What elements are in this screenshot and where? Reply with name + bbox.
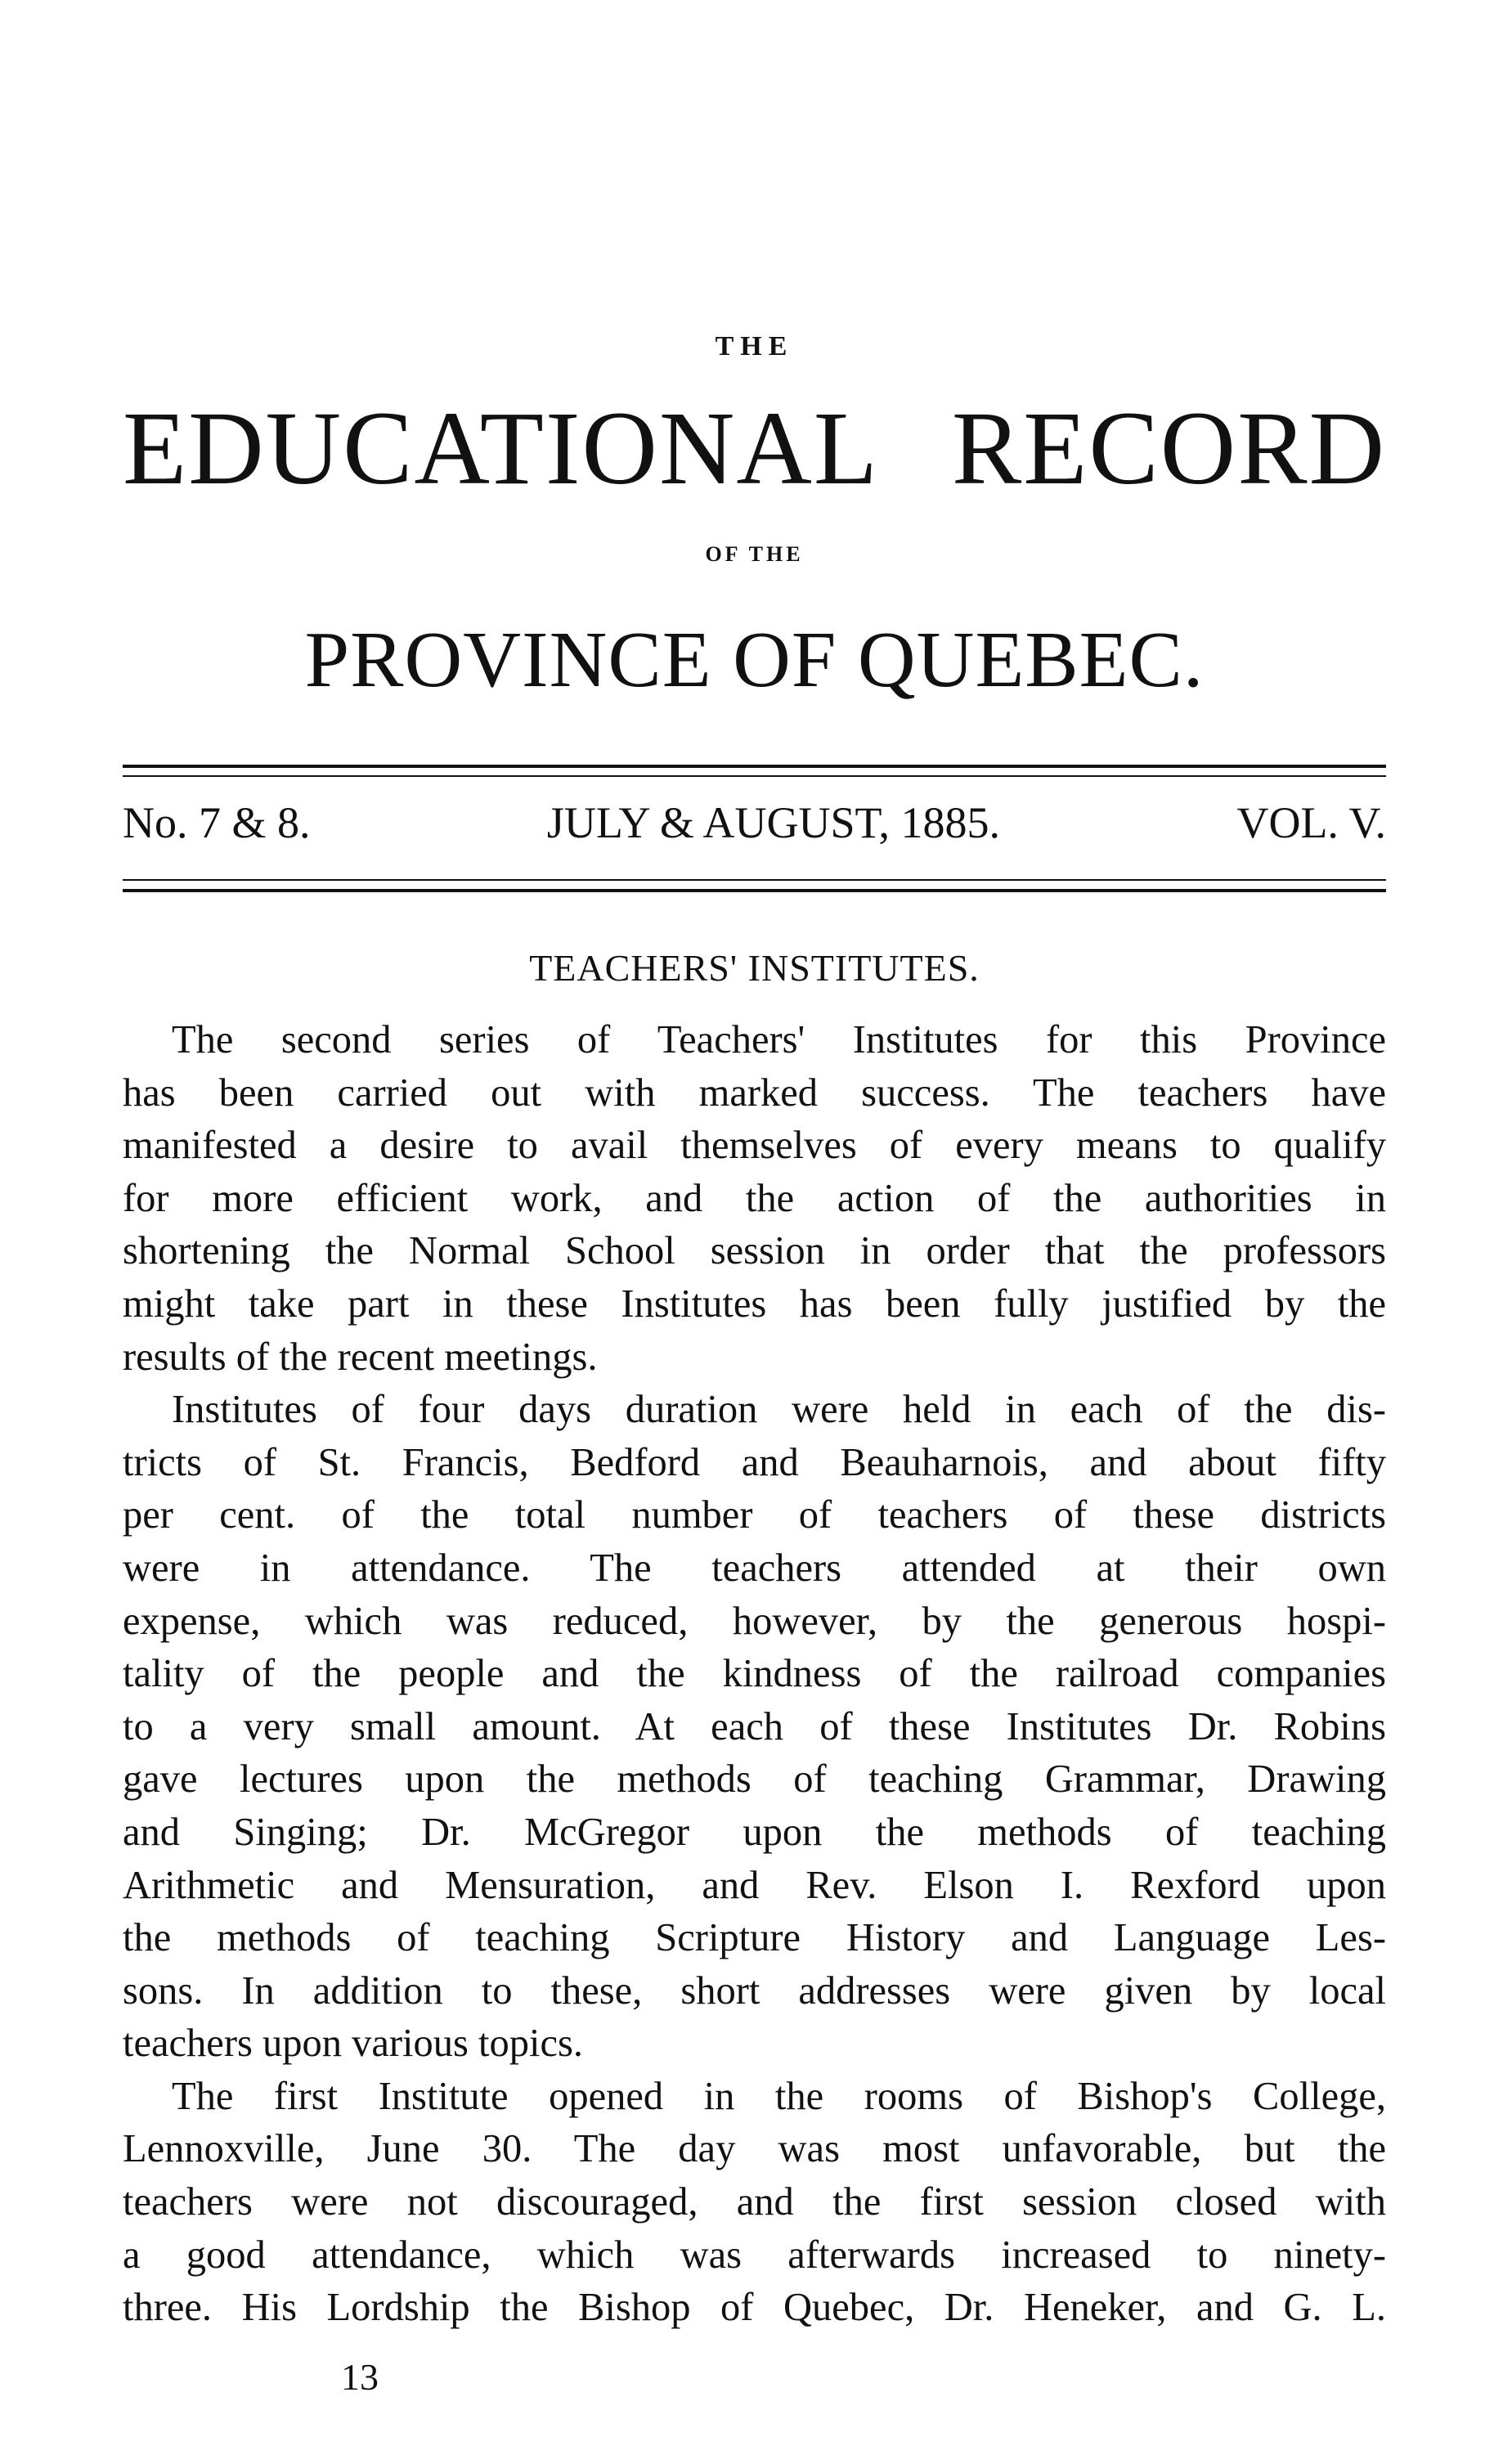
journal-page	[123, 0, 1386, 2464]
masthead-the: THE	[715, 331, 794, 361]
masthead-title-right: RECORD	[951, 390, 1386, 506]
text-line: expense, which was reduced, however, by the generous hospi-	[123, 1599, 1386, 1643]
text-line: The second series of Teachers' Institutes for this Province	[172, 1018, 1386, 1061]
text-line: gave lectures upon the methods of teaching Grammar, Drawing	[123, 1757, 1386, 1802]
text-line: Lennoxville, June 30. The day was most unfavorable, but the	[123, 2127, 1386, 2171]
text-line: a good attendance, which was afterwards increased to ninety-	[123, 2233, 1386, 2277]
masthead-title-left: EDUCATIONAL	[123, 390, 879, 506]
text-line: the methods of teaching Scripture History and Language Les-	[123, 1916, 1386, 1960]
top-rule-thick	[123, 765, 1386, 768]
masthead-title	[123, 390, 1386, 506]
text-line: per cent. of the total number of teachers of these districts	[123, 1493, 1386, 1537]
masthead-province: PROVINCE OF QUEBEC.	[304, 616, 1205, 704]
bottom-rule-thin	[123, 879, 1386, 881]
page-number: 13	[341, 2356, 379, 2398]
text-line: Arithmetic and Mensuration, and Rev. Elson I. Rexford upon	[123, 1863, 1386, 1907]
issue-date: JULY & AUGUST, 1885.	[546, 798, 1001, 847]
top-rule-thin	[123, 775, 1386, 777]
text-line: and Singing; Dr. McGregor upon the methods of teaching	[123, 1810, 1386, 1854]
text-line: were in attendance. The teachers attended at their own	[123, 1546, 1386, 1590]
text-line: tality of the people and the kindness of the railroad companies	[123, 1652, 1386, 1696]
bottom-rule-thick	[123, 889, 1386, 892]
article-title: TEACHERS' INSTITUTES.	[529, 947, 980, 989]
issue-number: No. 7 & 8.	[123, 798, 311, 847]
article-body	[123, 1014, 1386, 2335]
text-line: manifested a desire to avail themselves of every means to qualify	[123, 1124, 1386, 1168]
text-line: sons. In addition to these, short addresses were given by local	[123, 1968, 1386, 2013]
issue-volume: VOL. V.	[1236, 798, 1386, 847]
text-line: shortening the Normal School session in order that the professors	[123, 1229, 1386, 1273]
text-line: for more efficient work, and the action of the authorities in	[123, 1176, 1386, 1220]
text-line: teachers were not discouraged, and the first session closed with	[123, 2180, 1386, 2224]
text-line: results of the recent meetings.	[123, 1335, 598, 1379]
text-line: tricts of St. Francis, Bedford and Beauharnois, and about fifty	[123, 1440, 1386, 1484]
text-line: Institutes of four days duration were held in each of the dis-	[172, 1388, 1386, 1432]
text-line: has been carried out with marked success. The teachers have	[123, 1070, 1386, 1115]
text-line: three. His Lordship the Bishop of Quebec, Dr. Heneker, and G. L.	[123, 2286, 1386, 2330]
issue-line	[123, 797, 1386, 848]
text-line: to a very small amount. At each of these Institutes Dr. Robins	[123, 1704, 1386, 1748]
masthead-of-the: OF THE	[705, 542, 804, 566]
text-line: might take part in these Institutes has been fully justified by the	[123, 1281, 1386, 1326]
text-line: teachers upon various topics.	[123, 2022, 583, 2066]
text-line: The first Institute opened in the rooms of Bishop's College,	[172, 2074, 1386, 2118]
